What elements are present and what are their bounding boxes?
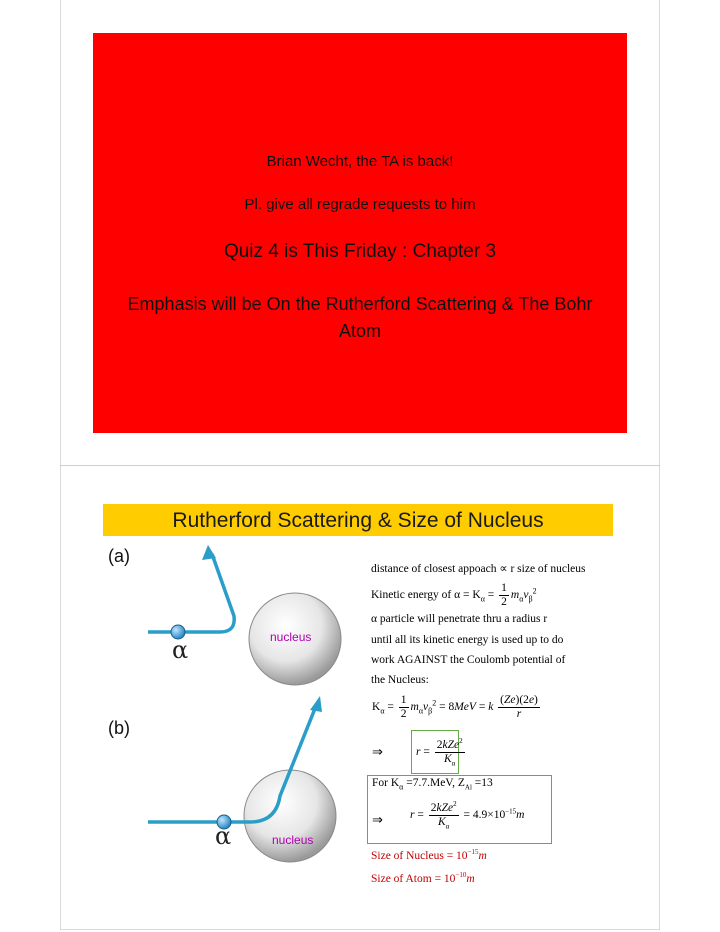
- implies-arrow-1: ⇒: [372, 744, 383, 759]
- announcement-box: [93, 33, 627, 433]
- implies-arrow-2: ⇒: [372, 812, 383, 827]
- atom-size: Size of Atom = $10^{-10}m$: [371, 871, 475, 885]
- panel-a-label: (a): [108, 546, 130, 566]
- panel-b-label: (b): [108, 718, 130, 738]
- penetrate-line-2: until all its kinetic energy is used up to do: [371, 634, 564, 646]
- penetrate-line-3: work AGAINST the Coulomb potential of: [371, 654, 566, 666]
- kinetic-energy-eq: Kinetic energy of $\alpha = K_\alpha$ = $\frac{1}{2}$ $m_\alpha v_\beta^2$: [371, 582, 537, 608]
- emphasis-line: Emphasis will be On the Rutherford Scattering & The Bohr Atom: [127, 294, 593, 341]
- regrade-line: Pl. give all regrade requests to him: [244, 196, 476, 213]
- slide-divider: [60, 465, 660, 466]
- arrowhead-a: [202, 545, 216, 560]
- ta-back-line: Brian Wecht, the TA is back!: [266, 153, 454, 170]
- closest-approach-text: distance of closest appoach ∝ r size of nucleus: [371, 563, 586, 575]
- quiz-line: Quiz 4 is This Friday : Chapter 3: [223, 241, 497, 262]
- arrowhead-b: [310, 696, 322, 712]
- alpha-track-a: [148, 554, 234, 632]
- nucleus-sphere-b: [244, 770, 336, 862]
- radius-formula: r = $\frac{2kZe^2}{K_\alpha}$: [416, 737, 463, 768]
- penetrate-line-4: the Nucleus:: [371, 674, 429, 686]
- energy-balance-eq: $K_\alpha$ = $\frac{1}{2}$ $m_\alpha v_\beta^2 = 8MeV = k$ $\frac{(Ze)(2e)}{r}$: [372, 694, 538, 720]
- nucleus-label-b: nucleus: [272, 833, 314, 847]
- nucleus-label-a: nucleus: [270, 630, 312, 644]
- alpha-label-b: α: [215, 822, 232, 850]
- slide-title: Rutherford Scattering & Size of Nucleus: [103, 504, 613, 536]
- nucleus-size: Size of Nucleus = $10^{-15}m$: [371, 848, 487, 862]
- given-values: For $K_\alpha =7.7.MeV$, $Z_{Al} =13$: [372, 777, 493, 792]
- alpha-label-a: α: [172, 636, 189, 664]
- radius-result: r = $\frac{2kZe^2}{K_\alpha}$ = $4.9\times 10^{-15}m$: [410, 800, 525, 831]
- penetrate-line-1: α particle will penetrate thru a radius r: [371, 613, 548, 625]
